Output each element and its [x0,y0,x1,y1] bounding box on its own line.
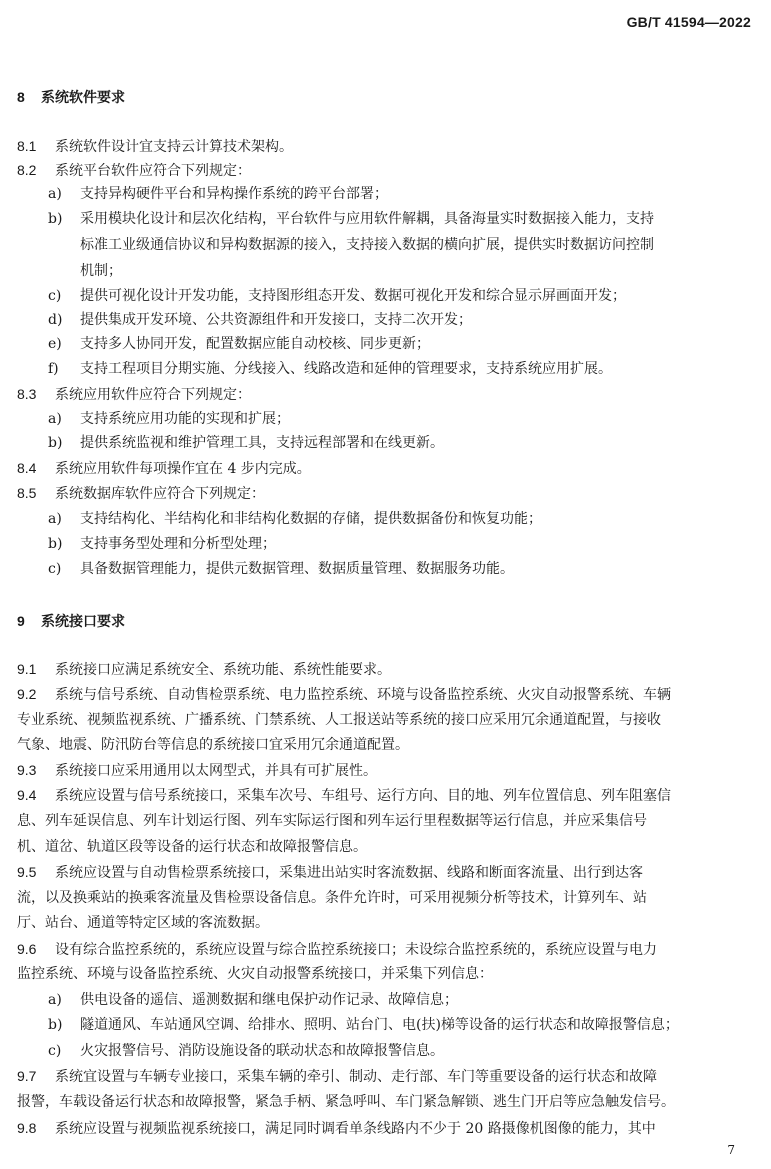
list-text: 隧道通风、车站通风空调、给排水、照明、站台门、电(扶)梯等设备的运行状态和故障报警信息； [80,1017,679,1033]
clause-9-1 [17,660,753,679]
list-text: 提供系统监视和维护管理工具，支持远程部署和在线更新。 [80,435,444,451]
list-item-9-6-b [48,1016,753,1034]
clause-9-6 [17,940,753,959]
clause-number: 8.2 [17,162,37,178]
clause-number: 9.4 [17,787,37,803]
clause-text: 系统应用软件应符合下列规定： [55,387,251,403]
clause-9-8 [17,1119,753,1138]
list-marker: c) [48,288,62,304]
list-item-8-2-f [48,360,753,378]
clause-8-4 [17,459,753,478]
clause-8-1 [17,137,753,156]
list-text: 支持工程项目分期实施、分线接入、线路改造和延伸的管理要求，支持系统应用扩展。 [80,361,612,377]
list-item-8-2-c [48,287,753,305]
list-marker: c) [48,561,62,577]
list-item-8-5-a [48,510,753,528]
clause-text: 系统应设置与信号系统接口，采集车次号、车组号、运行方向、目的地、列车位置信息、列车阻塞信 [55,788,671,804]
list-marker: f) [48,361,59,377]
list-item-8-2-d [48,311,753,329]
section-title: 系统接口要求 [41,613,125,629]
clause-number: 9.2 [17,686,37,702]
list-item-9-6-a [48,991,753,1009]
clause-9-5 [17,863,753,882]
section-heading-9 [17,612,753,630]
list-marker: a) [48,992,62,1008]
clause-9-2-continued: 专业系统、视频监视系统、广播系统、门禁系统、人工报送站等系统的接口应采用冗余通道配置，与接收 [17,712,661,728]
list-item-8-2-e [48,335,753,353]
list-marker: a) [48,511,62,527]
list-text: 采用模块化设计和层次化结构，平台软件与应用软件解耦，具备海量实时数据接入能力，支持 [80,211,654,227]
list-marker: b) [48,435,63,451]
clause-text: 系统平台软件应符合下列规定： [55,163,251,179]
list-marker: a) [48,411,62,427]
clause-9-3 [17,761,753,780]
clause-number: 9.8 [17,1120,37,1136]
list-item-8-5-c [48,560,753,578]
clause-number: 9.1 [17,661,37,677]
clause-9-6-continued: 监控系统、环境与设备监控系统、火灾自动报警系统接口，并采集下列信息： [17,966,493,982]
clause-8-5 [17,484,753,503]
clause-8-3 [17,385,753,404]
list-item-9-6-c [48,1042,753,1060]
section-heading-8 [17,88,753,106]
list-text: 火灾报警信号、消防设施设备的联动状态和故障报警信息。 [80,1043,444,1059]
list-item-8-2-b [48,210,753,228]
list-item-8-3-a [48,410,753,428]
clause-number: 8.1 [17,138,37,154]
list-marker: b) [48,211,63,227]
clause-text: 系统接口应采用通用以太网型式，并具有可扩展性。 [55,763,377,779]
list-marker: b) [48,536,63,552]
clause-number: 8.5 [17,485,37,501]
clause-text: 设有综合监控系统的，系统应设置与综合监控系统接口；未设综合监控系统的，系统应设置与电力 [55,942,657,958]
page-number: 7 [727,1143,735,1157]
list-marker: e) [48,336,62,352]
section-number: 9 [17,613,25,629]
clause-9-5-continued: 厅、站台、通道等特定区域的客流数据。 [17,915,269,931]
clause-number: 9.5 [17,864,37,880]
list-item-8-2-b-continued: 标准工业级通信协议和异构数据源的接入，支持接入数据的横向扩展，提供实时数据访问控制 [80,237,654,253]
list-marker: c) [48,1043,62,1059]
list-item-8-2-a [48,185,753,203]
clause-8-2 [17,161,753,180]
clause-9-7 [17,1067,753,1086]
clause-text: 系统应设置与自动售检票系统接口，采集进出站实时客流数据、线路和断面客流量、出行到达客 [55,865,643,881]
standard-number-header: GB/T 41594—2022 [626,14,751,30]
clause-number: 8.4 [17,460,37,476]
clause-text: 系统软件设计宜支持云计算技术架构。 [55,139,293,155]
list-text: 支持异构硬件平台和异构操作系统的跨平台部署； [80,186,388,202]
clause-9-4 [17,786,753,805]
list-item-8-3-b [48,434,753,452]
list-marker: d) [48,312,63,328]
list-text: 提供集成开发环境、公共资源组件和开发接口，支持二次开发； [80,312,472,328]
section-number: 8 [17,89,25,105]
list-text: 支持结构化、半结构化和非结构化数据的存储，提供数据备份和恢复功能； [80,511,542,527]
list-marker: a) [48,186,62,202]
list-text: 支持多人协同开发，配置数据应能自动校核、同步更新； [80,336,430,352]
list-text: 提供可视化设计开发功能，支持图形组态开发、数据可视化开发和综合显示屏画面开发； [80,288,626,304]
list-item-8-5-b [48,535,753,553]
list-marker: b) [48,1017,63,1033]
clause-text: 系统数据库软件应符合下列规定： [55,486,265,502]
clause-9-2-continued: 气象、地震、防汛防台等信息的系统接口宜采用冗余通道配置。 [17,737,409,753]
clause-text: 系统应设置与视频监视系统接口，满足同时调看单条线路内不少于 20 路摄像机图像的能力，其中 [55,1121,656,1137]
section-title: 系统软件要求 [41,89,125,105]
clause-text: 系统与信号系统、自动售检票系统、电力监控系统、环境与设备监控系统、火灾自动报警系统、车辆 [55,687,671,703]
list-text: 支持系统应用功能的实现和扩展； [80,411,290,427]
clause-number: 8.3 [17,386,37,402]
clause-9-4-continued: 息、列车延误信息、列车计划运行图、列车实际运行图和列车运行里程数据等运行信息，并应采集信号 [17,813,647,829]
clause-9-7-continued: 报警，车载设备运行状态和故障报警，紧急手柄、紧急呼叫、车门紧急解锁、逃生门开启等应急触发信号。 [17,1094,675,1110]
list-text: 支持事务型处理和分析型处理； [80,536,276,552]
clause-text: 系统接口应满足系统安全、系统功能、系统性能要求。 [55,662,391,678]
list-text: 具备数据管理能力，提供元数据管理、数据质量管理、数据服务功能。 [80,561,514,577]
list-item-8-2-b-continued: 机制； [80,263,122,279]
clause-number: 9.3 [17,762,37,778]
clause-9-4-continued: 机、道岔、轨道区段等设备的运行状态和故障报警信息。 [17,839,367,855]
clause-9-2 [17,685,753,704]
list-text: 供电设备的遥信、遥测数据和继电保护动作记录、故障信息； [80,992,458,1008]
clause-9-5-continued: 流，以及换乘站的换乘客流量及售检票设备信息。条件允许时，可采用视频分析等技术，计算列车、站 [17,890,647,906]
clause-number: 9.6 [17,941,37,957]
clause-text: 系统宜设置与车辆专业接口，采集车辆的牵引、制动、走行部、车门等重要设备的运行状态和故障 [55,1069,657,1085]
clause-number: 9.7 [17,1068,37,1084]
clause-text: 系统应用软件每项操作宜在 4 步内完成。 [55,461,311,477]
